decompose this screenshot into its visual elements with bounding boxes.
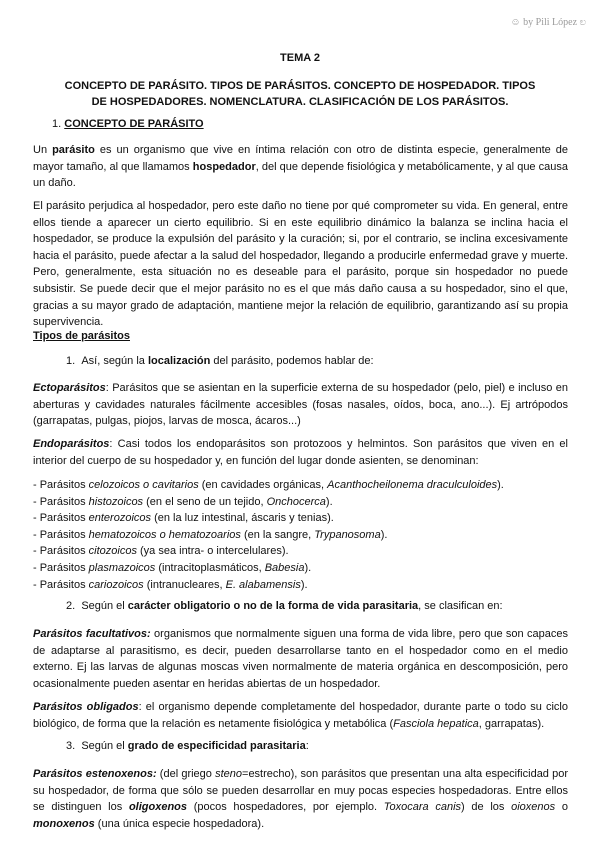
text: : Casi todos los endoparásitos son protozoos y helmintos. Son parásitos que viven en el interior del cuerpo de su hospedador y, en función del lugar donde asienten, se denominan: — [33, 438, 568, 467]
term-monoxenos: monoxenos — [33, 817, 95, 830]
text: Según el — [81, 740, 128, 752]
term-oligoxenos: oligoxenos — [128, 801, 187, 814]
list-item: - Parásitos enterozoicos (en la luz intestinal, áscaris y tenias). — [33, 512, 334, 525]
text: ) de los — [461, 801, 512, 814]
text: o — [555, 801, 568, 814]
term-oioxenos: oioxenos — [511, 801, 556, 814]
paragraph-obligados — [33, 699, 568, 732]
list-item: - Parásitos citozoicos (ya sea intra- o intercelulares). — [33, 545, 289, 558]
term-especificidad: grado de especificidad parasitaria — [127, 740, 306, 752]
text: del parásito, podemos hablar de: — [210, 355, 374, 367]
term-hospedador: hospedador — [192, 160, 256, 173]
text: : — [305, 740, 309, 752]
paragraph-ectoparasitos — [33, 380, 568, 430]
text: (una única especie hospedadora). — [94, 817, 265, 830]
example-species: Fasciola hepatica — [393, 717, 479, 730]
term-facultativos: Parásitos facultativos: — [33, 628, 151, 640]
paragraph-equilibrio: El parásito perjudica al hospedador, pero este daño no tiene por qué comprometer su vida. En general, entre ellos tiende a aparecer un cierto equilibrio. Si en este equilibrio dinámico la balanza se inclina hacia el hospedador, se produce la expulsión del parásito y la curación; si, por el contrario, se inclina excesivamente hacia el parásito, puede afectar a la salud del hospedador, llegando a producirle enfermedad grave y muerte. Pero, generalmente, esta situación no es deseable para el parásito, porque sin hospedador no puede subsistir. Se puede decir que el mejor parásito no es el que más daño causa a su hospedador, sino el que, gracias a su mayor grado de adaptación, mantiene mejor la relación de equilibrio, garantizando así su propia supervivencia. — [33, 200, 568, 329]
example-species: Toxocara canis — [383, 801, 462, 814]
term-localizacion: localización — [147, 355, 211, 367]
term-obligados: Parásitos obligados — [33, 701, 139, 713]
text: Un — [33, 144, 53, 156]
term-estenoxenos: Parásitos estenoxenos: — [33, 768, 157, 780]
text: (del griego — [156, 768, 216, 780]
text: : el organismo depende completamente del hospedador, durante parte o todo su ciclo biológico, de forma que la relación es netamente fisiológica y metabólica ( — [33, 701, 568, 730]
text: , se clasifican en: — [418, 600, 503, 612]
list-item: - Parásitos cariozoicos (intranucleares, E. alabamensis). — [33, 578, 308, 591]
term-caracter: carácter obligatorio o no de la forma de vida parasitaria — [127, 600, 419, 612]
list-item: - Parásitos plasmazoicos (intracitoplasmáticos, Babesia). — [33, 561, 312, 574]
subtitle-line-1: CONCEPTO DE PARÁSITO. TIPOS DE PARÁSITOS. CONCEPTO DE HOSPEDADOR. TIPOS — [64, 80, 536, 92]
text: , del que depende fisiológica y metabólicamente, y al que causa un daño. — [33, 160, 568, 190]
list-item-2 — [66, 600, 503, 612]
text: , garrapatas). — [478, 717, 545, 730]
list-item: - Parásitos hematozoicos o hematozoarios (en la sangre, Trypanosoma). — [33, 528, 388, 541]
item-number: 2. — [66, 600, 76, 612]
list-item: - Parásitos histozoicos (en el seno de un tejido, Onchocerca). — [33, 495, 333, 508]
endoparasite-list — [33, 477, 573, 593]
subtitle-line-2: DE HOSPEDADORES. NOMENCLATURA. CLASIFICACIÓN DE LOS PARÁSITOS. — [91, 96, 509, 108]
tipos-heading-text: Tipos de parásitos — [33, 330, 130, 342]
paragraph-estenoxenos — [33, 766, 568, 832]
text: (pocos hospedadores, por ejemplo. — [187, 801, 384, 814]
list-item: - Parásitos celozoicos o cavitarios (en cavidades orgánicas, Acanthocheilonema draculculoides). — [33, 479, 504, 491]
term-parasito: parásito — [52, 144, 95, 156]
item-number: 1. — [66, 355, 76, 367]
term-ectoparasitos: Ectoparásitos — [33, 382, 106, 394]
greek-word: steno — [215, 768, 243, 780]
list-item-3 — [66, 740, 309, 752]
text: Así, según la — [81, 355, 148, 367]
item-number: 3. — [66, 740, 76, 752]
paragraph-facultativos — [33, 626, 568, 692]
text: es un organismo que vive en íntima relación con otro de distinta especie, generalmente de mayor tamaño, al que llamamos — [33, 144, 569, 173]
text: =estrecho), son parásitos que presentan una alta especificidad por su hospedador, de forma que sólo se pueden desarrollar en muy pocas especies hospedadoras. Entre ellos se distinguen los — [33, 768, 569, 814]
text: Según el — [81, 600, 128, 612]
section-number: 1. — [52, 118, 62, 130]
page-title: TEMA 2 — [280, 52, 320, 64]
tipos-heading — [33, 330, 130, 342]
paragraph-endoparasitos — [33, 436, 568, 469]
term-endoparasitos: Endoparásitos — [33, 438, 110, 450]
watermark: ☺ by Pili López ಲ — [510, 17, 586, 28]
list-item-1 — [66, 355, 374, 367]
paragraph-definition — [33, 142, 568, 192]
section-1-heading — [52, 118, 204, 130]
section-title: CONCEPTO DE PARÁSITO — [64, 118, 204, 130]
text: : Parásitos que se asientan en la superficie externa de su hospedador (pelo, piel) e incluso en aberturas y cavidades naturales fácilmente accesibles (fosas nasales, oídos, boca, ano...). Ej artrópodos (garrapatas, pulgas, piojos, larvas de mosca, ácaros...) — [33, 382, 568, 428]
text: organismos que normalmente siguen una forma de vida libre, pero que son capaces de adaptarse al parasitismo, es decir, pueden desarrollarse tanto en el hospedador como en el medio externo. Ej las larvas de algunas moscas viven normalmente de materia orgánica en descomposición, pero ocasionalmente pueden asentar en heridas abiertas de un hospedador. — [33, 628, 569, 690]
